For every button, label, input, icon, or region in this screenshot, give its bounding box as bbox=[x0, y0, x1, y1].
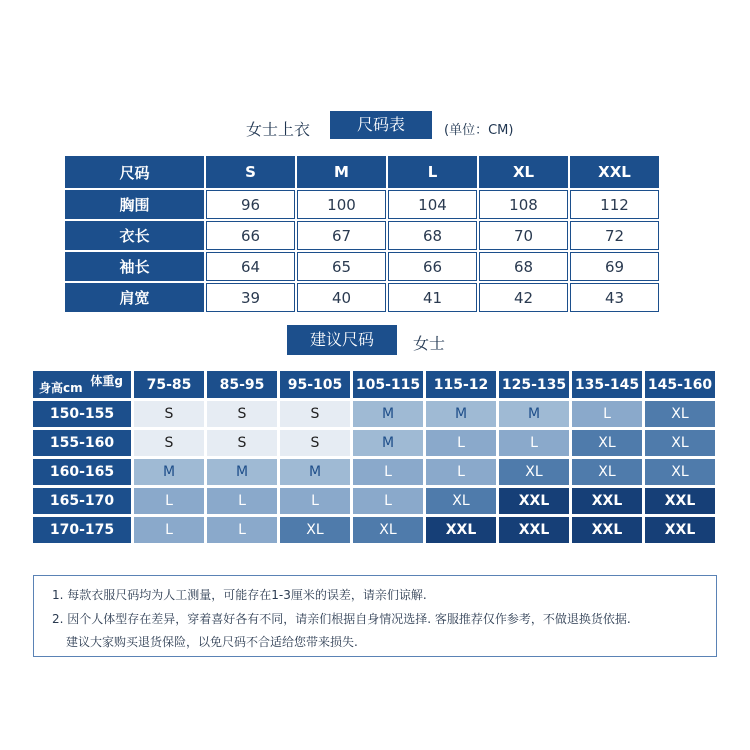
recommended-size-cell: L bbox=[134, 517, 204, 543]
recommended-size-cell: L bbox=[353, 488, 423, 514]
size-table-header-row bbox=[65, 156, 659, 188]
table-cell: 43 bbox=[570, 283, 659, 312]
size-col-header: M bbox=[297, 156, 386, 188]
weight-col-header: 105-115 bbox=[353, 371, 423, 398]
notes-box bbox=[33, 575, 717, 657]
row-label: 胸围 bbox=[65, 190, 204, 219]
recommended-size-cell: S bbox=[280, 430, 350, 456]
weight-col-header: 125-135 bbox=[499, 371, 569, 398]
table-row bbox=[33, 430, 715, 456]
table-row bbox=[65, 221, 659, 250]
recommended-size-cell: XXL bbox=[499, 517, 569, 543]
recommended-size-cell: XXL bbox=[572, 517, 642, 543]
table-cell: 41 bbox=[388, 283, 477, 312]
recommended-size-cell: S bbox=[134, 401, 204, 427]
recommended-size-cell: XXL bbox=[426, 517, 496, 543]
note-line-2: 2. 因个人体型存在差异，穿着喜好各有不同，请亲们根据自身情况选择. 客服推荐仅作参考，不做退换货依据. bbox=[52, 612, 631, 626]
recommendation-header bbox=[0, 325, 750, 357]
recommended-size-cell: M bbox=[353, 401, 423, 427]
table-cell: 100 bbox=[297, 190, 386, 219]
table-cell: 42 bbox=[479, 283, 568, 312]
chart-category-label: 女士上衣 bbox=[246, 120, 311, 139]
recommended-size-cell: XL bbox=[645, 459, 715, 485]
table-cell: 68 bbox=[388, 221, 477, 250]
table-cell: 66 bbox=[388, 252, 477, 281]
weight-col-header: 115-12 bbox=[426, 371, 496, 398]
table-cell: 72 bbox=[570, 221, 659, 250]
table-cell: 96 bbox=[206, 190, 295, 219]
recommended-size-cell: L bbox=[426, 430, 496, 456]
recommended-size-cell: XL bbox=[426, 488, 496, 514]
recommended-size-cell: L bbox=[207, 488, 277, 514]
height-row-label: 170-175 bbox=[33, 517, 131, 543]
recommended-size-cell: XL bbox=[572, 459, 642, 485]
recommended-size-cell: L bbox=[426, 459, 496, 485]
height-row-label: 165-170 bbox=[33, 488, 131, 514]
recommendation-title: 建议尺码 bbox=[287, 325, 397, 355]
recommended-size-cell: L bbox=[499, 430, 569, 456]
row-label: 袖长 bbox=[65, 252, 204, 281]
recommended-size-cell: XXL bbox=[499, 488, 569, 514]
recommended-size-cell: L bbox=[572, 401, 642, 427]
recommended-size-cell: XXL bbox=[645, 488, 715, 514]
table-cell: 68 bbox=[479, 252, 568, 281]
height-row-label: 150-155 bbox=[33, 401, 131, 427]
recommended-size-cell: XL bbox=[645, 430, 715, 456]
recommended-size-cell: XL bbox=[572, 430, 642, 456]
recommended-size-cell: S bbox=[134, 430, 204, 456]
table-cell: 66 bbox=[206, 221, 295, 250]
table-row bbox=[33, 517, 715, 543]
recommended-size-cell: XL bbox=[353, 517, 423, 543]
size-measurement-table bbox=[63, 154, 661, 314]
table-row bbox=[33, 459, 715, 485]
table-cell: 39 bbox=[206, 283, 295, 312]
height-axis-label: 身高cm bbox=[39, 381, 83, 395]
weight-axis-label: 体重g bbox=[90, 374, 123, 388]
recommended-size-cell: XXL bbox=[572, 488, 642, 514]
recommendation-table bbox=[30, 368, 718, 546]
recommended-size-cell: M bbox=[353, 430, 423, 456]
weight-col-header: 85-95 bbox=[207, 371, 277, 398]
weight-col-header: 135-145 bbox=[572, 371, 642, 398]
size-chart-title: 尺码表 bbox=[330, 111, 432, 139]
table-cell: 65 bbox=[297, 252, 386, 281]
recommended-size-cell: M bbox=[280, 459, 350, 485]
size-col-header: XL bbox=[479, 156, 568, 188]
table-cell: 70 bbox=[479, 221, 568, 250]
size-corner: 尺码 bbox=[65, 156, 204, 188]
table-row bbox=[65, 252, 659, 281]
table-row bbox=[65, 190, 659, 219]
size-chart-header bbox=[0, 111, 750, 141]
weight-col-header: 75-85 bbox=[134, 371, 204, 398]
table-row bbox=[33, 401, 715, 427]
recommended-size-cell: XL bbox=[499, 459, 569, 485]
unit-label: (单位：CM) bbox=[444, 123, 514, 138]
recommended-size-cell: XXL bbox=[645, 517, 715, 543]
table-row bbox=[33, 488, 715, 514]
recommended-size-cell: S bbox=[207, 401, 277, 427]
recommended-size-cell: M bbox=[426, 401, 496, 427]
table-cell: 69 bbox=[570, 252, 659, 281]
recommended-size-cell: L bbox=[280, 488, 350, 514]
table-cell: 104 bbox=[388, 190, 477, 219]
recommended-size-cell: M bbox=[499, 401, 569, 427]
row-label: 肩宽 bbox=[65, 283, 204, 312]
row-label: 衣长 bbox=[65, 221, 204, 250]
recommended-size-cell: L bbox=[207, 517, 277, 543]
size-col-header: XXL bbox=[570, 156, 659, 188]
size-col-header: L bbox=[388, 156, 477, 188]
rec-corner bbox=[33, 371, 131, 398]
rec-table-header-row bbox=[33, 371, 715, 398]
recommended-size-cell: L bbox=[134, 488, 204, 514]
recommended-size-cell: S bbox=[280, 401, 350, 427]
recommended-size-cell: XL bbox=[645, 401, 715, 427]
table-row bbox=[65, 283, 659, 312]
height-row-label: 155-160 bbox=[33, 430, 131, 456]
recommended-size-cell: XL bbox=[280, 517, 350, 543]
weight-col-header: 145-160 bbox=[645, 371, 715, 398]
table-cell: 112 bbox=[570, 190, 659, 219]
gender-label: 女士 bbox=[413, 334, 446, 353]
note-line-3: 建议大家购买退货保险，以免尺码不合适给您带来损失. bbox=[66, 635, 358, 649]
table-cell: 64 bbox=[206, 252, 295, 281]
recommended-size-cell: M bbox=[134, 459, 204, 485]
size-col-header: S bbox=[206, 156, 295, 188]
recommended-size-cell: L bbox=[353, 459, 423, 485]
recommended-size-cell: M bbox=[207, 459, 277, 485]
note-line-1: 1. 每款衣服尺码均为人工测量，可能存在1-3厘米的误差，请亲们谅解. bbox=[52, 588, 427, 602]
table-cell: 108 bbox=[479, 190, 568, 219]
height-row-label: 160-165 bbox=[33, 459, 131, 485]
recommended-size-cell: S bbox=[207, 430, 277, 456]
weight-col-header: 95-105 bbox=[280, 371, 350, 398]
table-cell: 67 bbox=[297, 221, 386, 250]
table-cell: 40 bbox=[297, 283, 386, 312]
